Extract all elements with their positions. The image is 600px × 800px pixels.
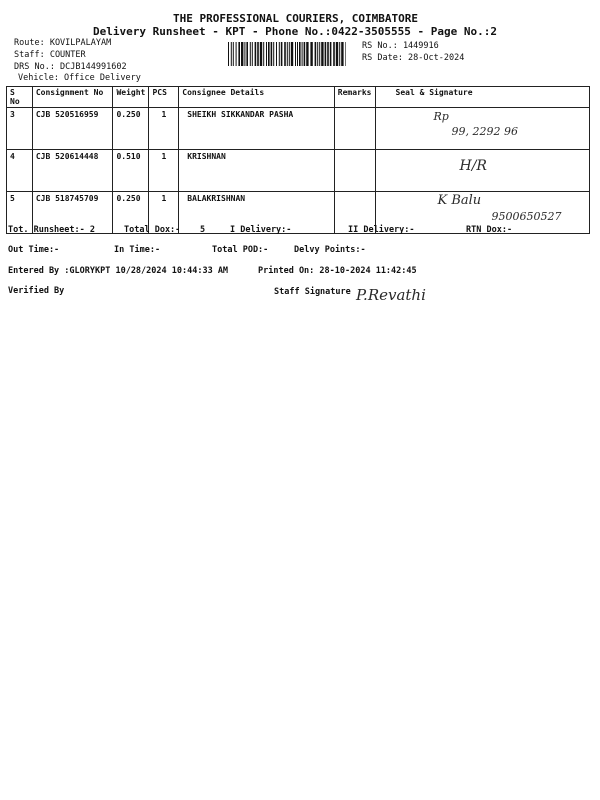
cell-pcs: 1 xyxy=(149,192,179,234)
total-pod-label: Total POD:- xyxy=(212,245,269,255)
cell-sno: 4 xyxy=(7,150,33,192)
staff-text: Staff: COUNTER xyxy=(14,50,86,60)
col-header-sno: S No xyxy=(7,87,33,108)
company-title: THE PROFESSIONAL COURIERS, COIMBATORE xyxy=(173,12,419,25)
printed-on-text: Printed On: 28-10-2024 11:42:45 xyxy=(258,266,417,276)
signature-handwriting: 9500650527 xyxy=(491,210,562,223)
cell-weight: 0.250 xyxy=(113,108,149,150)
cell-weight: 0.250 xyxy=(113,192,149,234)
drs-no-text: DRS No.: DCJB144991602 xyxy=(14,62,127,72)
barcode-image xyxy=(228,42,346,66)
total-dox-label: Total Dox:- xyxy=(124,225,181,235)
cell-sno: 5 xyxy=(7,192,33,234)
signature-mark: Rp xyxy=(433,110,449,123)
cell-consignment: CJB 518745709 xyxy=(32,192,113,234)
verified-by-label: Verified By xyxy=(8,286,65,296)
staff-signature-label: Staff Signature xyxy=(274,287,351,297)
cell-consignee: KRISHNAN xyxy=(179,150,335,192)
in-time-label: In Time:- xyxy=(114,245,161,255)
table-row xyxy=(7,108,590,150)
cell-weight: 0.510 xyxy=(113,150,149,192)
col-header-consignment: Consignment No xyxy=(32,87,113,108)
col-header-weight: Weight xyxy=(113,87,149,108)
delvy-points-label: Delvy Points:- xyxy=(294,245,366,255)
signature-handwriting: 99, 2292 96 xyxy=(451,125,518,138)
signature-handwriting: H/R xyxy=(459,158,487,174)
col-header-consignee: Consignee Details xyxy=(179,87,335,108)
cell-pcs: 1 xyxy=(149,150,179,192)
total-dox-value: 5 xyxy=(200,225,206,235)
cell-consignment: CJB 520614448 xyxy=(32,150,113,192)
out-time-label: Out Time:- xyxy=(8,245,60,255)
cell-remarks xyxy=(334,150,375,192)
cell-consignee: SHEIKH SIKKANDAR PASHA xyxy=(179,108,335,150)
runsheet-title: Delivery Runsheet - KPT - Phone No.:0422-3505555 - Page No.:2 xyxy=(93,25,497,38)
cell-consignee: BALAKRISHNAN xyxy=(179,192,335,234)
table-header-row xyxy=(7,87,590,108)
col-header-signature: Seal & Signature xyxy=(375,87,590,108)
runsheet-table xyxy=(6,86,590,234)
entered-by-text: Entered By :GLORYKPT 10/28/2024 10:44:33 AM xyxy=(8,266,229,276)
vehicle-text: Vehicle: Office Delivery xyxy=(18,73,141,83)
table-row xyxy=(7,150,590,192)
col-header-pcs: PCS xyxy=(149,87,179,108)
cell-remarks xyxy=(334,108,375,150)
cell-sno: 3 xyxy=(7,108,33,150)
i-delivery-label: I Delivery:- xyxy=(230,225,292,235)
cell-consignment: CJB 520516959 xyxy=(32,108,113,150)
cell-pcs: 1 xyxy=(149,108,179,150)
route-text: Route: KOVILPALAYAM xyxy=(14,38,112,48)
col-header-remarks: Remarks xyxy=(334,87,375,108)
signature-mark: K Balu xyxy=(437,193,482,208)
staff-signature-handwriting: P.Revathi xyxy=(356,286,426,304)
ii-delivery-label: II Delivery:- xyxy=(348,225,415,235)
tot-runsheet-text: Tot. Runsheet:- 2 xyxy=(8,225,95,235)
rtn-dox-label: RTN Dox:- xyxy=(466,225,513,235)
rs-no-text: RS No.: 1449916 xyxy=(362,41,439,51)
rs-date-text: RS Date: 28-Oct-2024 xyxy=(362,53,465,63)
cell-signature xyxy=(375,108,590,150)
cell-signature xyxy=(375,150,590,192)
